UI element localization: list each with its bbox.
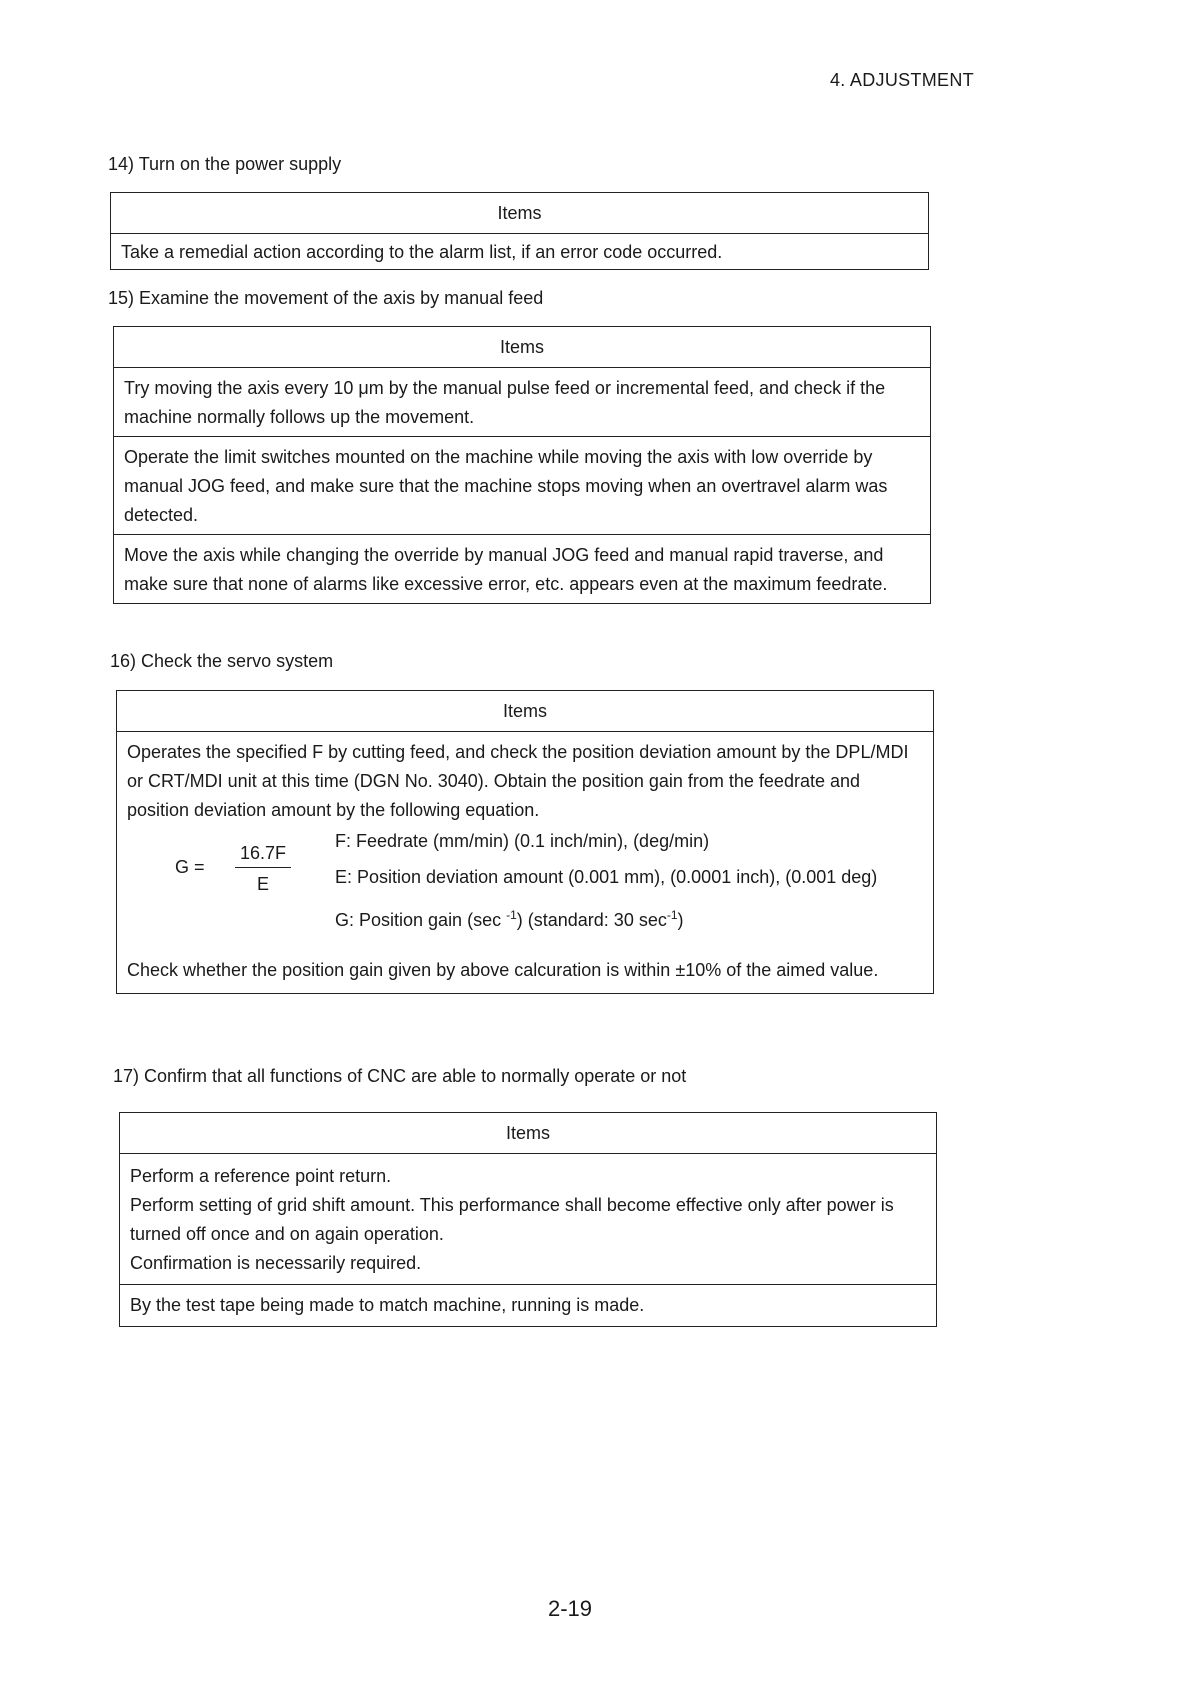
row-line: Perform a reference point return. [130, 1166, 392, 1186]
formula-denominator: E [256, 874, 269, 894]
definition-f: F: Feedrate (mm/min) (0.1 inch/min), (deg/min) [335, 831, 710, 851]
step-15-title: 15) Examine the movement of the axis by manual feed [108, 288, 544, 308]
table-row: Move the axis while changing the override by manual JOG feed and manual rapid traverse, and make sure that none of alarms like excessive error, etc. appears even at the maximum feedrate. [124, 545, 888, 594]
table-header: Items [111, 193, 928, 234]
servo-intro-text: Operates the specified F by cutting feed, and check the position deviation amount by the DPL/MDI or CRT/MDI unit at this time (DGN No. 3040). Obtain the position gain from the feedrate and position deviation amount by the following equation. [127, 742, 909, 820]
row-line: Confirmation is necessarily required. [130, 1253, 422, 1273]
table-row: Operate the limit switches mounted on the machine while moving the axis with low override by manual JOG feed, and make sure that the machine stops moving when an overtravel alarm was detected. [114, 437, 930, 535]
step-16-table [116, 690, 934, 994]
page-number: 2-19 [548, 1596, 593, 1621]
definition-e: E: Position deviation amount (0.001 mm), (0.0001 inch), (0.001 deg) [335, 867, 878, 887]
step-17-table [119, 1112, 937, 1327]
definition-g-mid: ) (standard: 30 sec [516, 910, 667, 930]
table-header: Items [120, 1113, 936, 1154]
position-gain-formula [127, 827, 923, 953]
table-row: Take a remedial action according to the alarm list, if an error code occurred. [121, 242, 723, 262]
step-14-table [110, 192, 929, 270]
row-line: Perform setting of grid shift amount. This performance shall become effective only after power is turned off once and on again operation. [130, 1195, 894, 1244]
table-row [120, 1154, 936, 1285]
step-15-table [113, 326, 931, 604]
exponent: -1 [666, 908, 678, 922]
exponent: -1 [506, 908, 517, 922]
table-row: By the test tape being made to match machine, running is made. [130, 1295, 645, 1315]
table-header: Items [117, 691, 933, 732]
definition-g [335, 901, 684, 935]
step-17-title: 17) Confirm that all functions of CNC are able to normally operate or not [113, 1066, 687, 1086]
gain-check-text: Check whether the position gain given by above calcuration is within ±10% of the aimed value. [127, 960, 879, 980]
chapter-heading: 4. ADJUSTMENT [830, 70, 974, 90]
table-row [117, 732, 933, 993]
step-14-title: 14) Turn on the power supply [108, 154, 342, 174]
formula-fraction [235, 839, 291, 900]
table-row: Try moving the axis every 10 μm by the manual pulse feed or incremental feed, and check if the machine normally follows up the movement. [114, 368, 930, 437]
table-header: Items [114, 327, 930, 368]
formula-numerator: 16.7F [235, 839, 291, 868]
definition-g-suffix: ) [677, 910, 684, 930]
definition-g-prefix: G: Position gain (sec [335, 910, 507, 930]
formula-lhs: G = [175, 857, 205, 877]
step-16-title: 16) Check the servo system [110, 651, 334, 671]
